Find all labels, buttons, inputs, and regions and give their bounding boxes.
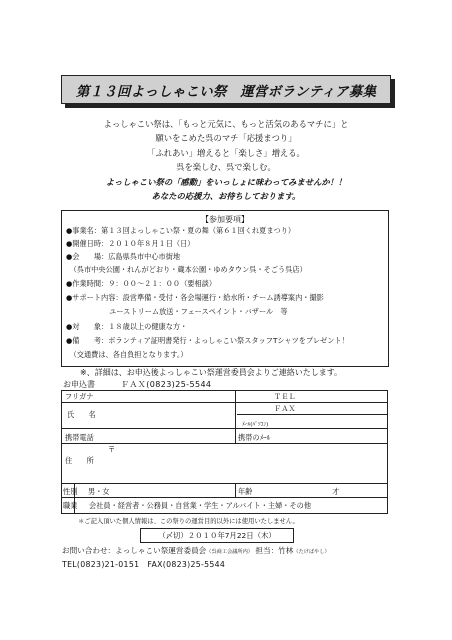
contact-person: 担当：竹林 — [255, 546, 294, 555]
requirement-line: （呉市中央公園・れんがどおり・蔵本公園・ゆめタウン呉・そごう呉店） — [66, 265, 307, 274]
requirements-heading: 【参加要項】 — [201, 215, 249, 224]
contact-organizer-location: （呉商工会議所内） — [206, 549, 253, 555]
detail-note: ※、詳細は、お申込後よっしゃこい祭運営委員会よりご連絡いたします。 — [80, 368, 343, 377]
intro-line: あなたの応援力、お待ちしております。 — [151, 191, 301, 202]
requirement-line: ●会 場：広島県呉市中心市街地 — [66, 252, 181, 261]
requirement-line: ユーストリーム放送・フェースペイント・バザール 等 — [66, 307, 288, 316]
contact-numbers: TEL(0823)21-0151 FAX(0823)25-5544 — [62, 560, 226, 569]
mail-pc-label: ﾒｰﾙ(ﾊﾟｿｺﾝ) — [242, 422, 269, 428]
requirements-box — [61, 210, 389, 367]
intro-line: 「ふれあい」増えると「楽しさ」増える。 — [147, 147, 305, 158]
contact-line — [62, 545, 330, 556]
application-form — [61, 390, 388, 514]
requirement-line: ●備 考：ボランティア証明書発行・よっしゃこい祭スタッフTシャツをプレゼント！ — [66, 336, 349, 345]
contact-person-kana: （たけばやし） — [293, 549, 330, 555]
mobile-mail-label: 携帯のﾒｰﾙ — [238, 433, 271, 442]
privacy-note: ＊ご記入頂いた個人情報は、この祭りの運営目的以外には使用いたしません。 — [78, 518, 299, 525]
intro-line: 願いをこめた呉のマチ「応援まつり」 — [155, 133, 297, 144]
requirement-line: ●サポート内容：設営準備・受付・各会場運行・給水所・チーム誘導案内・撮影 — [66, 293, 324, 302]
intro-line: よっしゃこい祭の「感動」をいっしょに味わってみませんか！！ — [105, 176, 347, 187]
fax-label: ＦＡＸ — [274, 404, 296, 413]
address-label: 住 所 — [65, 456, 94, 465]
requirement-line: ●開催日時：２０１０年８月１日（日） — [66, 239, 195, 248]
deadline-text: （〆切）２０１０年7月22日（木） — [158, 531, 276, 540]
page-title: 第１３回よっしゃこい祭 運営ボランティア募集 — [75, 83, 377, 100]
title-banner — [61, 75, 391, 104]
requirement-line: ●作業時間：９：００～２１：００（要相談） — [66, 279, 217, 288]
application-fax: ＦＡＸ(0823)25-5544 — [121, 380, 212, 389]
requirement-line: ●対 象：１８歳以上の健康な方・ — [66, 322, 188, 331]
intro-line: 呉を楽しむ、呉で楽しむ。 — [176, 162, 276, 173]
mobile-label: 携帯電話 — [65, 433, 94, 442]
tel-label: ＴＥＬ — [274, 392, 296, 401]
intro-text — [0, 117, 452, 203]
occupation-options: 会社員・経営者・公務員・自営業・学生・アルバイト・主婦・その他 — [89, 501, 312, 510]
gender-label: 性別 — [63, 487, 78, 496]
requirement-line: ●事業名：第１３回よっしゃこい祭・夏の舞（第６１回くれ夏まつり） — [66, 226, 296, 235]
deadline-box — [140, 528, 294, 543]
requirement-line: （交通費は、各自負担となります。） — [66, 350, 188, 359]
name-label: 氏 名 — [67, 410, 96, 419]
application-label: お申込書 — [63, 380, 95, 389]
age-unit: 才 — [332, 487, 340, 496]
contact-organizer: お問い合わせ：よっしゃこい祭運営委員会 — [62, 546, 207, 555]
furigana-label: フリガナ — [65, 392, 94, 401]
age-label: 年齢 — [238, 487, 253, 496]
postal-mark: 〒 — [108, 445, 116, 454]
gender-options: 男・女 — [88, 487, 110, 496]
intro-line: よっしゃこい祭は、「もっと元気に、もっと活気のあるマチに」と — [103, 119, 349, 129]
occupation-label: 職業 — [63, 501, 78, 510]
